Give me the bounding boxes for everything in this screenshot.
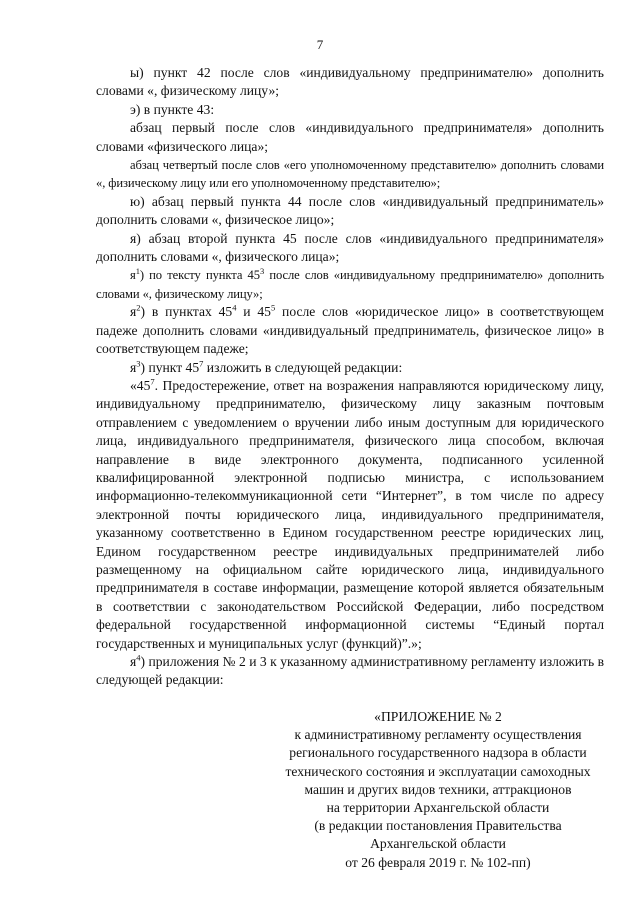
appendix-line: от 26 февраля 2019 г. № 102-пп) <box>345 854 531 870</box>
appendix-line: регионального государственного надзора в области <box>289 745 587 761</box>
paragraph-point-45-7-text: «$45^7$. Предостережение, ответ на возражения направляются юридическому лицу, индивидуальному предпринимателю, физическому лицу заказным почтовым отправлением с уведомлением о вручении либо иным доступным для юридического лица, индивидуального предпринимателя, физического лица способом, включая направление в виде электронного документа, подписанного усиленной квалифицированной электронной подписью министра, с использованием информационно-телекоммуникационной сети “Интернет”, в том числе по адресу электронной почты юридического лица, индивидуального предпринимателя, указанному соответственно в Едином государственном реестре юридических лиц, Едином государственном реестре индивидуальных предпринимателей либо размещенному на официальном сайте юридического лица, индивидуального предпринимателя в составе информации, размещение которой является обязательным в соответствии с законодательством Российской Федерации, либо посредством федеральной государственной информационной системы “Единый портал государственных и муниципальных услуг (функций)”.»; <box>96 376 604 651</box>
paragraph-e-point-43: э) в пункте 43: <box>130 101 215 117</box>
appendix-title: «ПРИЛОЖЕНИЕ № 2 <box>374 709 502 724</box>
appendix-line: машин и других видов техники, аттракционов <box>304 781 572 797</box>
appendix-line: технического состояния и эксплуатации самоходных <box>285 763 591 779</box>
appendix-line: на территории Архангельской области <box>326 800 550 816</box>
document-body <box>96 64 604 690</box>
paragraph-ya2: $я^2$) в пунктах $45^4$ и $45^5$ после слов «юридическое лицо» в соответствующем падеже дополнить словами «индивидуальный предприниматель, физическое лицо» в соответствующем падеже; <box>96 302 604 357</box>
paragraph-ya4: $я^4$) приложения № 2 и 3 к указанному административному регламенту изложить в следующей редакции: <box>96 652 604 688</box>
appendix-heading-block <box>252 708 624 872</box>
appendix-line: Архангельской области <box>370 836 506 852</box>
paragraph-yu-point-44: ю) абзац первый пункта 44 после слов «индивидуальный предприниматель» дополнить словами «, физическое лицо»; <box>96 193 604 228</box>
page-number: 7 <box>316 37 324 52</box>
paragraph-abzac-fourth: абзац четвертый после слов «его уполномоченному представителю» дополнить словами «, физическому лицу или его уполномоченному представителю»; <box>96 158 604 191</box>
paragraph-y-point-42: ы) пункт 42 после слов «индивидуальному предпринимателю» дополнить словами «, физическому лицу»; <box>96 65 604 99</box>
paragraph-ya3: $я^3$) пункт $45^7$ изложить в следующей редакции: <box>130 357 403 375</box>
paragraph-ya1: $я^1$) по тексту пункта $45^3$ после слов «индивидуальному предпринимателю» дополнить словами «, физическому лицу»; <box>96 266 604 301</box>
appendix-line: к административному регламенту осуществления <box>294 727 582 743</box>
paragraph-ya-point-45: я) абзац второй пункта 45 после слов «индивидуального предпринимателя» дополнить словами «, физического лица»; <box>96 230 604 265</box>
appendix-line: (в редакции постановления Правительства <box>314 818 562 834</box>
paragraph-abzac-first: абзац первый после слов «индивидуального предпринимателя» дополнить словами «физического лица»; <box>96 120 604 154</box>
